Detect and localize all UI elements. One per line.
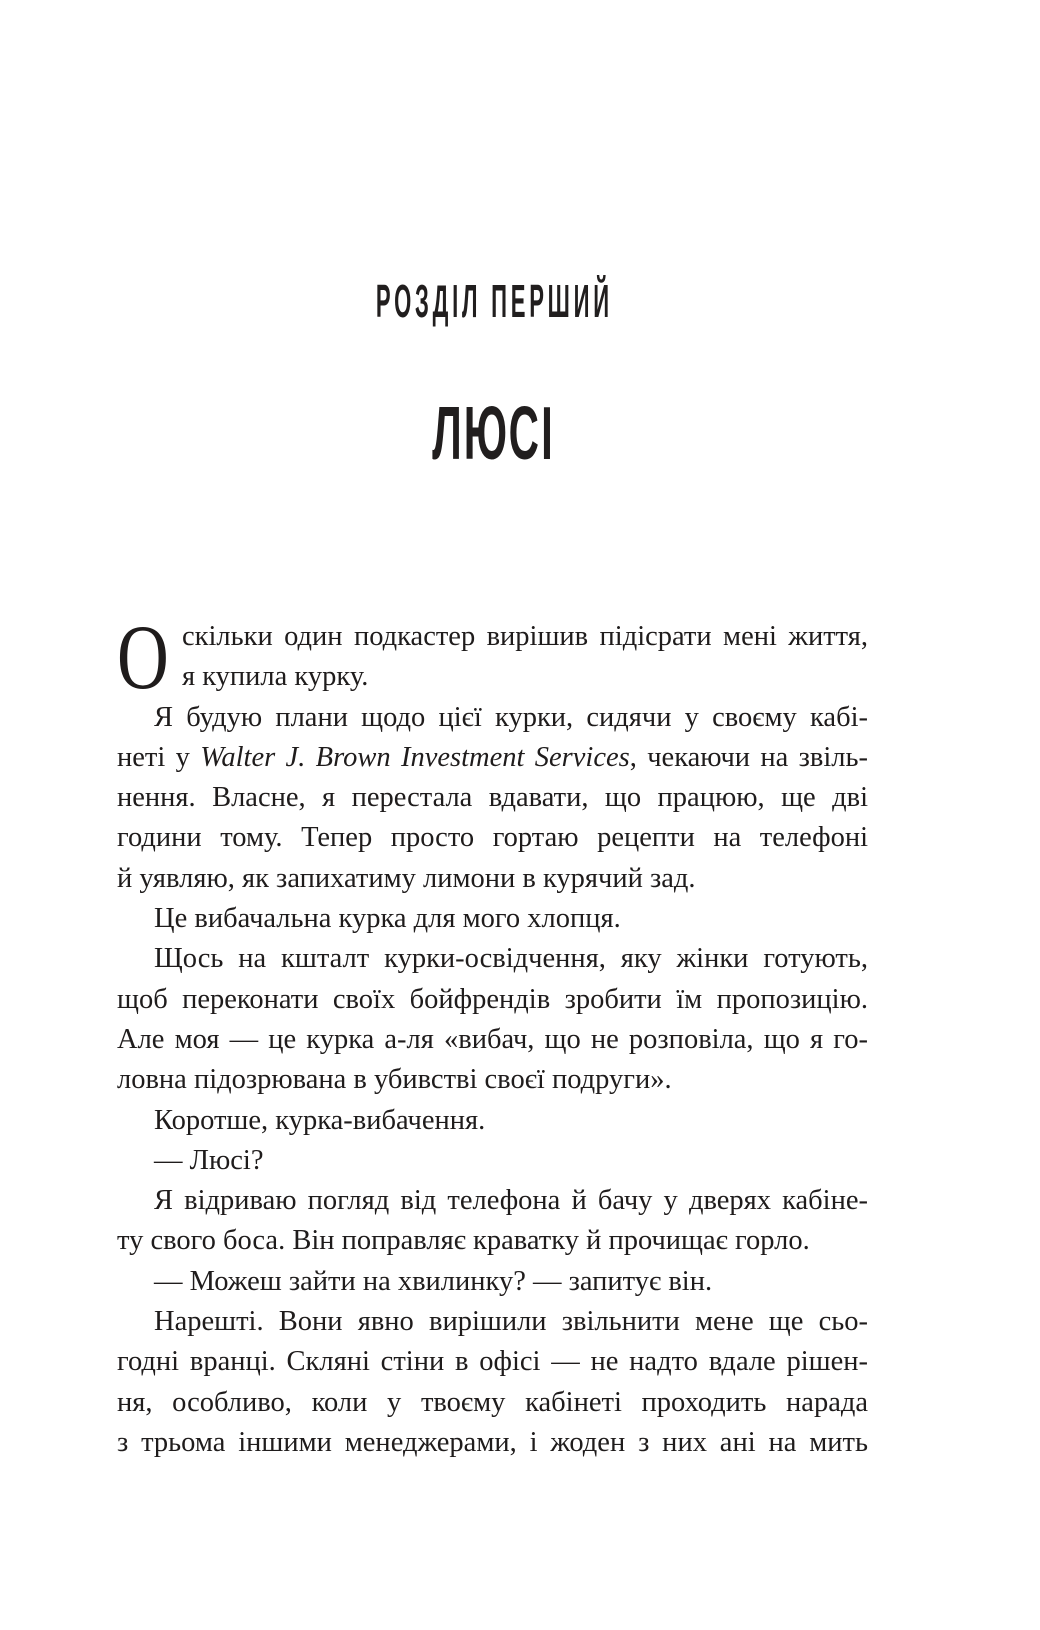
paragraph [117,1141,868,1181]
drop-cap: О [117,606,169,708]
text-line: я купила курку. [182,661,369,693]
text-line: Щось на кшталт курки-освідчення, яку жінки готують, [154,943,868,975]
text-line: ловна підозрювана в убивстві своєї подруги». [117,1064,672,1096]
text-line: ту свого боса. Він поправляє краватку й прочищає горло. [117,1225,810,1257]
italic-text: Walter J. Brown Investment Services [200,741,630,773]
chapter-label: РОЗДІЛ ПЕРШИЙ [375,275,613,327]
text-line: щоб переконати своїх бойфрендів зробити їм пропозицію. [117,983,868,1015]
paragraph [117,1181,868,1262]
text-line: з трьома іншими менеджерами, і жоден з них ані на мить [117,1426,868,1458]
text-line: Це вибачальна курка для мого хлопця. [154,903,621,935]
body-text [117,606,869,1463]
chapter-title: ЛЮСІ [432,391,555,475]
text-line: годні вранці. Скляні стіни в офісі — не надто вдале рішен- [117,1346,868,1378]
paragraph [117,1262,868,1302]
paragraph [117,1302,868,1463]
paragraph [117,939,868,1100]
paragraph [117,1101,868,1141]
paragraph [117,606,868,708]
text-line: Я будую плани щодо цієї курки, сидячи у своєму кабі- [154,701,868,733]
paragraph [117,698,868,899]
text-line: ня, особливо, коли у твоєму кабінеті проходить нарада [117,1386,868,1418]
text-line: — Люсі? [154,1144,264,1176]
text-line: — Можеш зайти на хвилинку? — запитує він. [154,1265,713,1297]
text-line: Але моя — це курка а-ля «вибач, що не розповіла, що я го- [117,1023,868,1055]
text-line: неті у Walter J. Brown Investment Services, чекаючи на звіль- [117,741,869,773]
text-line: скільки один подкастер вирішив підісрати мені життя, [182,621,868,652]
text-line: й уявляю, як запихатиму лимони в курячий зад. [117,862,696,894]
text-line: нення. Власне, я перестала вдавати, що працюю, ще дві [117,782,868,814]
text-line: Я відриваю погляд від телефона й бачу у дверях кабіне- [154,1185,868,1217]
text-line: години тому. Тепер просто гортаю рецепти на телефоні [117,822,868,854]
text-line: Коротше, курка-вибачення. [154,1104,486,1136]
paragraph [117,899,868,939]
text-line: Нарешті. Вони явно вирішили звільнити мене ще сьо- [154,1306,868,1338]
